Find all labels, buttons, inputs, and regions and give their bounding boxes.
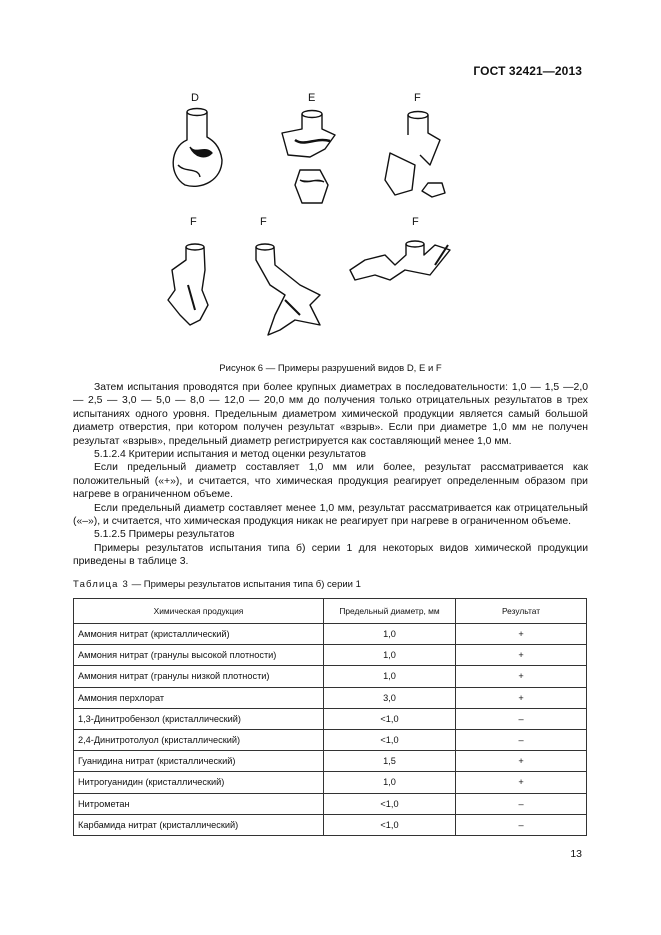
table-row xyxy=(74,729,587,750)
page-number: 13 xyxy=(570,848,582,860)
table-row xyxy=(74,772,587,793)
diameter-cell: <1,0 xyxy=(324,814,456,835)
diameter-cell: <1,0 xyxy=(324,793,456,814)
product-cell: Аммония перхлорат xyxy=(74,687,324,708)
result-cell: – xyxy=(456,729,587,750)
fragment-e-drawing xyxy=(282,111,335,204)
table-row xyxy=(74,814,587,835)
table-title-text: — Примеры результатов испытания типа б) серии 1 xyxy=(128,579,361,590)
product-cell: Нитрогуанидин (кристаллический) xyxy=(74,772,324,793)
result-cell: – xyxy=(456,814,587,835)
paragraph: Если предельный диаметр составляет менее 1,0 мм, результат рассматривается как отрицательный («–»), и считается, что химическая продукция никак не реагирует при нагреве в ограниченном объеме. xyxy=(73,502,588,528)
fragment-d-drawing xyxy=(173,109,222,187)
figure-label: D xyxy=(191,92,199,104)
body-text xyxy=(73,381,588,569)
result-cell: + xyxy=(456,645,587,666)
column-header: Результат xyxy=(456,599,587,624)
figure-label: E xyxy=(308,92,316,104)
paragraph: Примеры результатов испытания типа б) серии 1 для некоторых видов химической продукции приведены в таблице 3. xyxy=(73,542,588,568)
column-header: Химическая продукция xyxy=(74,599,324,624)
product-cell: Нитрометан xyxy=(74,793,324,814)
figure-label: F xyxy=(414,92,421,104)
fragment-f4-drawing xyxy=(350,241,450,280)
table-row xyxy=(74,708,587,729)
figure-label: F xyxy=(190,216,197,228)
fragment-f2-drawing xyxy=(168,244,208,325)
figure-label: F xyxy=(412,216,419,228)
figure-6 xyxy=(150,85,510,350)
table-row xyxy=(74,687,587,708)
fragment-f1-drawing xyxy=(385,112,445,198)
column-header: Предельный диаметр, мм xyxy=(324,599,456,624)
table-header-row xyxy=(74,599,587,624)
result-cell: + xyxy=(456,624,587,645)
section-heading: 5.1.2.5 Примеры результатов xyxy=(94,529,235,541)
diameter-cell: 1,0 xyxy=(324,624,456,645)
product-cell: 1,3-Динитробензол (кристаллический) xyxy=(74,708,324,729)
diameter-cell: 3,0 xyxy=(324,687,456,708)
result-cell: + xyxy=(456,666,587,687)
result-cell: + xyxy=(456,751,587,772)
figure-caption: Рисунок 6 — Примеры разрушений видов D, E и F xyxy=(219,363,442,374)
results-table xyxy=(73,598,587,836)
paragraph: Затем испытания проводятся при более крупных диаметрах в последовательности: 1,0 — 1,5 —2,0 — 2,5 — 3,0 — 5,0 — 8,0 — 12,0 — 20,0 мм до получения только отрицательных результатов в трех испытаниях одного уровня. Предельным диаметром химической продукции является самый большой диаметр отверстия, при котором получен результат «взрыв». Если при диаметре 1,0 мм не получен результат «взрыв», предельный диаметр регистрируется как составляющий менее 1,0 мм. xyxy=(73,382,588,447)
diameter-cell: <1,0 xyxy=(324,708,456,729)
diameter-cell: 1,0 xyxy=(324,645,456,666)
diameter-cell: 1,5 xyxy=(324,751,456,772)
document-id: ГОСТ 32421—2013 xyxy=(473,64,582,78)
table-row xyxy=(74,751,587,772)
fragment-f3-drawing xyxy=(256,244,320,335)
diameter-cell: 1,0 xyxy=(324,772,456,793)
product-cell: Карбамида нитрат (кристаллический) xyxy=(74,814,324,835)
product-cell: Гуанидина нитрат (кристаллический) xyxy=(74,751,324,772)
table-row xyxy=(74,666,587,687)
product-cell: 2,4-Динитротолуол (кристаллический) xyxy=(74,729,324,750)
table-number: Таблица 3 xyxy=(73,579,129,590)
result-cell: + xyxy=(456,687,587,708)
result-cell: + xyxy=(456,772,587,793)
table-title xyxy=(73,579,361,590)
result-cell: – xyxy=(456,793,587,814)
product-cell: Аммония нитрат (гранулы высокой плотности) xyxy=(74,645,324,666)
table-row xyxy=(74,645,587,666)
diameter-cell: 1,0 xyxy=(324,666,456,687)
table-row xyxy=(74,793,587,814)
product-cell: Аммония нитрат (гранулы низкой плотности) xyxy=(74,666,324,687)
paragraph: Если предельный диаметр составляет 1,0 мм или более, результат рассматривается как положительный («+»), и считается, что химическая продукция реагирует определенным образом при нагреве в ограниченном объеме. xyxy=(73,462,588,501)
section-heading: 5.1.2.4 Критерии испытания и метод оценки результатов xyxy=(94,449,367,461)
product-cell: Аммония нитрат (кристаллический) xyxy=(74,624,324,645)
result-cell: – xyxy=(456,708,587,729)
figure-label: F xyxy=(260,216,267,228)
table-row xyxy=(74,624,587,645)
fragment-drawings xyxy=(150,85,510,350)
diameter-cell: <1,0 xyxy=(324,729,456,750)
